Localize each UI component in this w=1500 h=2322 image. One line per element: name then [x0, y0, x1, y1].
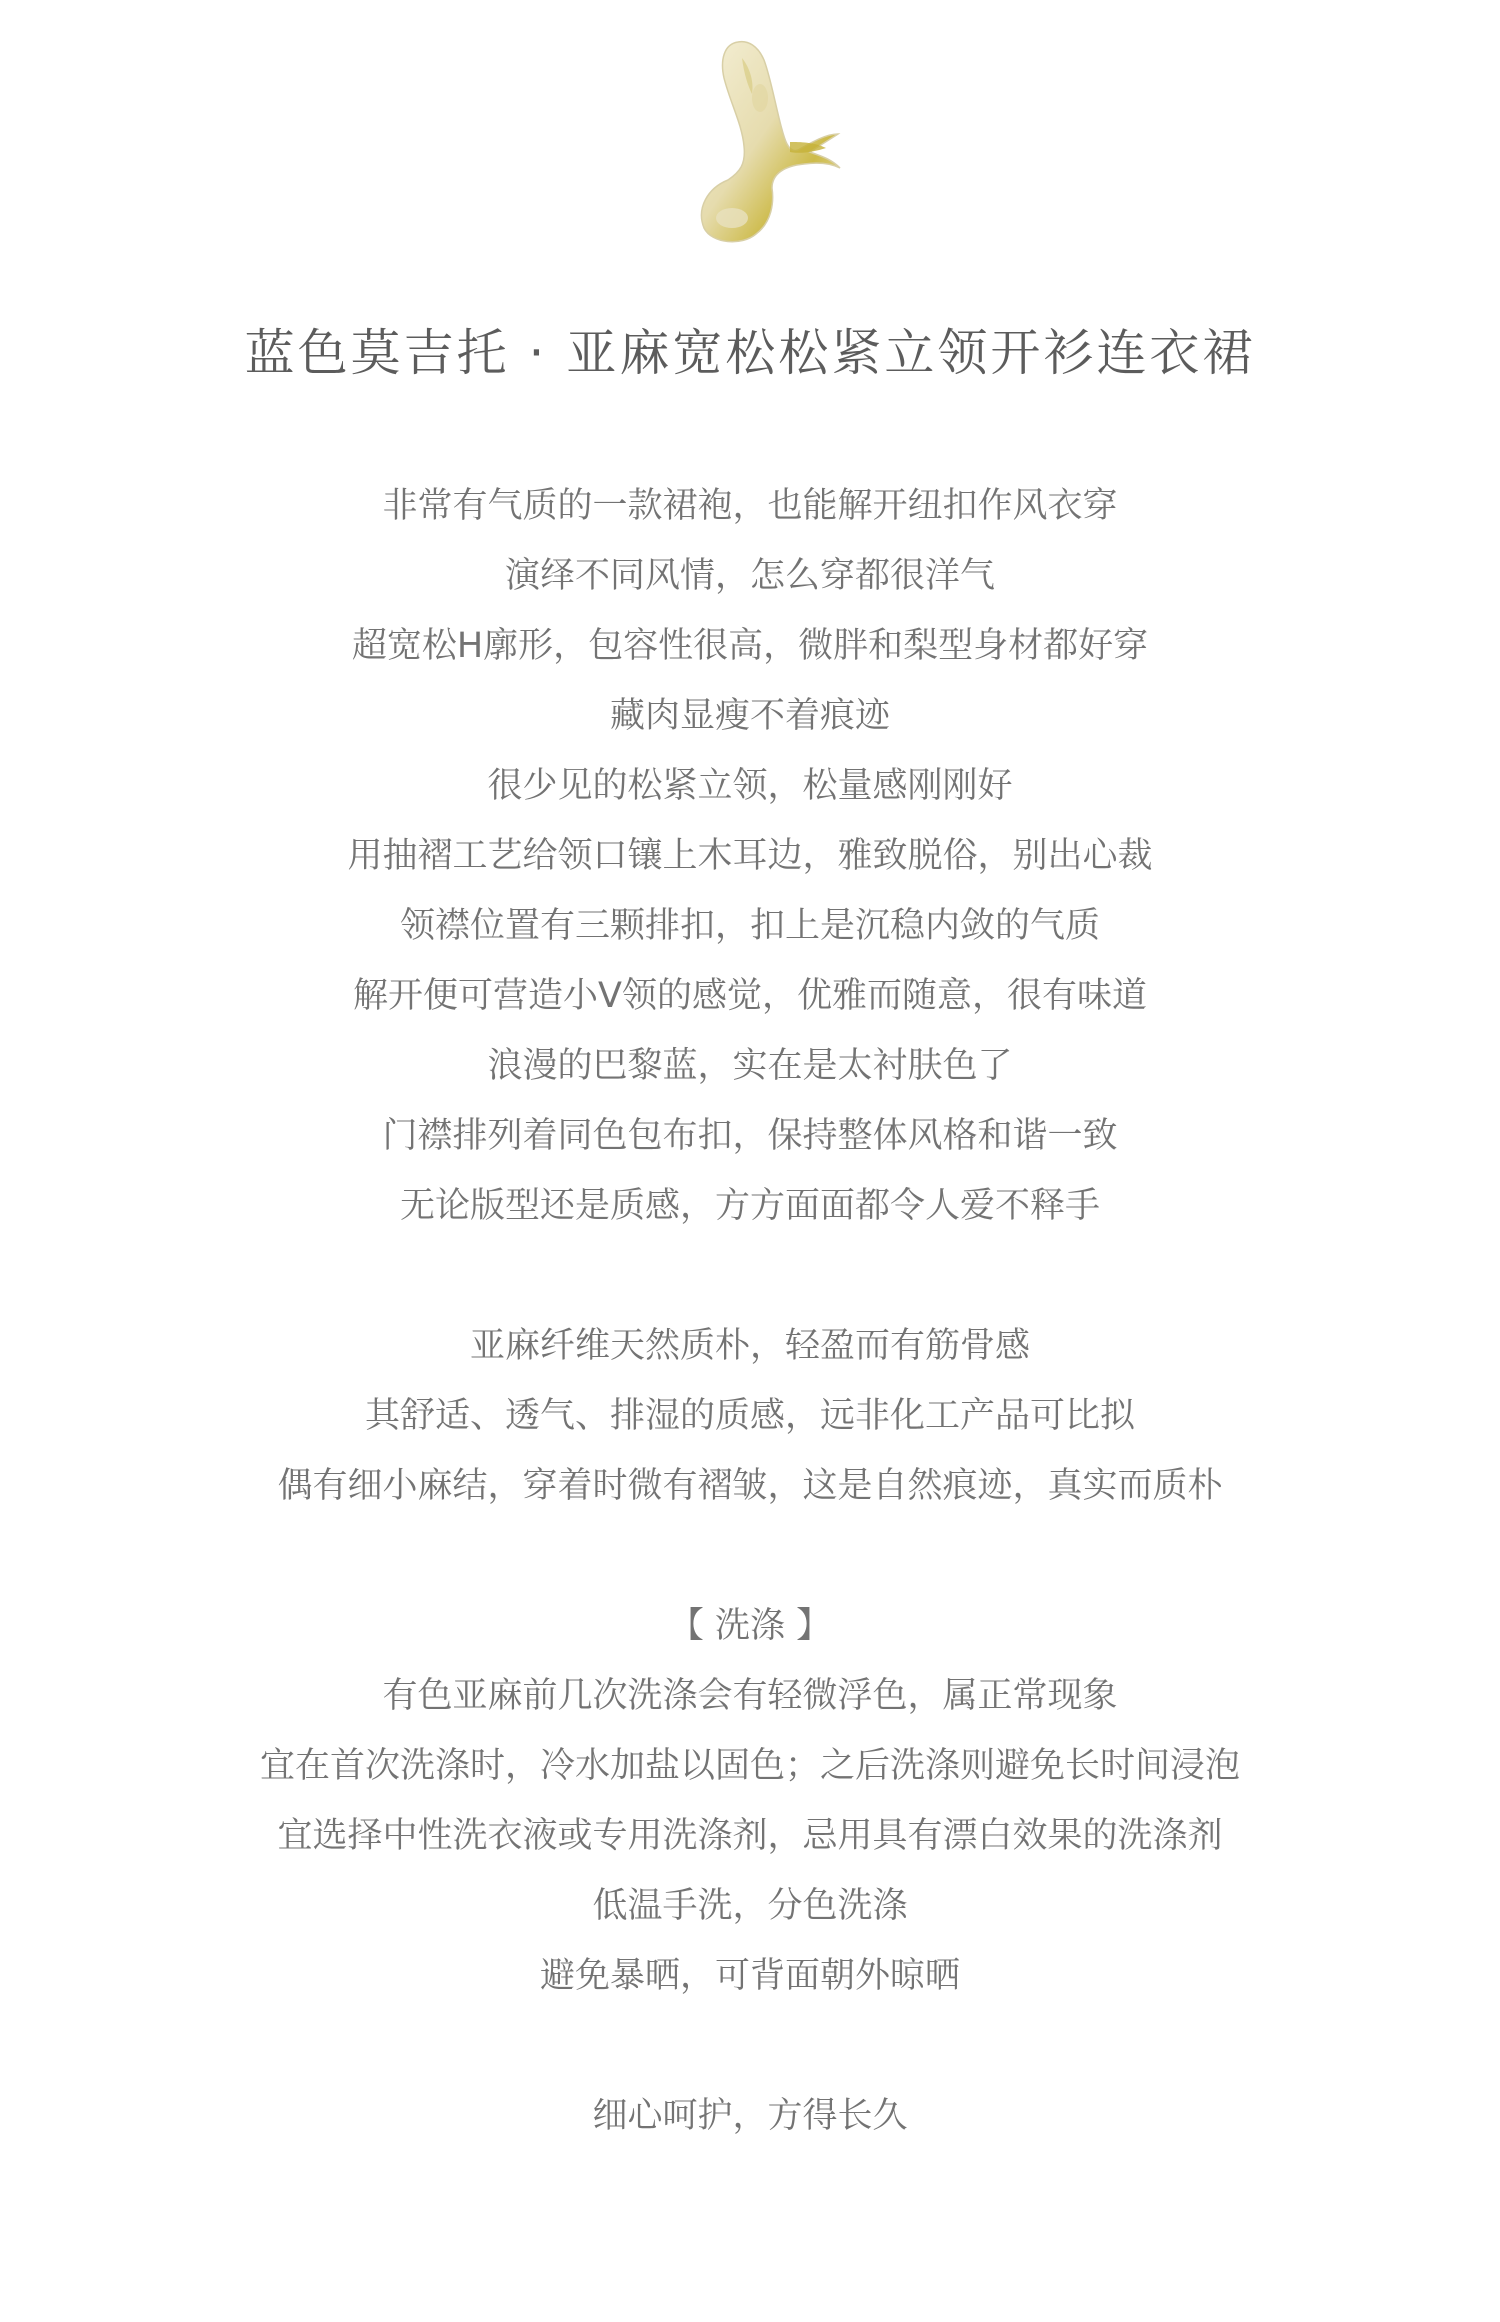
description-line: 演绎不同风情，怎么穿都很洋气 — [504, 556, 995, 596]
closing-text: 细心呵护，方得长久 — [592, 2096, 908, 2136]
description-line: 领襟位置有三颗排扣，扣上是沉稳内敛的气质 — [399, 906, 1100, 946]
care-line: 低温手洗，分色洗涤 — [592, 1886, 908, 1926]
care-heading: 【 洗涤 】 — [668, 1606, 832, 1646]
description-line: 无论版型还是质感，方方面面都令人爱不释手 — [399, 1186, 1100, 1226]
description-line: 非常有气质的一款裙袍，也能解开纽扣作风衣穿 — [382, 486, 1118, 526]
description-line: 很少见的松紧立领，松量感刚刚好 — [487, 766, 1013, 806]
description-line: 门襟排列着同色包布扣，保持整体风格和谐一致 — [382, 1116, 1118, 1156]
fabric-line: 偶有细小麻结，穿着时微有褶皱，这是自然痕迹，真实而质朴 — [277, 1466, 1223, 1506]
description-line: 用抽褶工艺给领口镶上木耳边，雅致脱俗，别出心裁 — [347, 836, 1153, 876]
description-line: 浪漫的巴黎蓝，实在是太衬肤色了 — [487, 1046, 1013, 1086]
description-block — [0, 471, 1500, 1241]
fabric-line: 亚麻纤维天然质朴，轻盈而有筋骨感 — [469, 1326, 1030, 1366]
care-line: 有色亚麻前几次洗涤会有轻微浮色，属正常现象 — [382, 1676, 1118, 1716]
description-line: 超宽松H廓形，包容性很高，微胖和梨型身材都好穿 — [351, 626, 1149, 666]
care-block — [0, 1591, 1500, 2011]
fabric-line: 其舒适、透气、排湿的质感，远非化工产品可比拟 — [364, 1396, 1135, 1436]
care-line: 宜选择中性洗衣液或专用洗涤剂，忌用具有漂白效果的洗涤剂 — [277, 1816, 1223, 1856]
musical-note-icon — [680, 38, 850, 248]
fabric-block — [0, 1311, 1500, 1521]
description-line: 解开便可营造小V领的感觉，优雅而随意，很有味道 — [353, 976, 1147, 1016]
closing-block — [0, 2081, 1500, 2151]
care-line: 避免暴晒，可背面朝外晾晒 — [539, 1956, 960, 1996]
brand-logo-icon — [680, 38, 850, 248]
description-line: 藏肉显瘦不着痕迹 — [609, 696, 890, 736]
care-line: 宜在首次洗涤时，冷水加盐以固色；之后洗涤则避免长时间浸泡 — [259, 1746, 1240, 1786]
product-title: 蓝色莫吉托 · 亚麻宽松松紧立领开衫连衣裙 — [244, 324, 1256, 382]
